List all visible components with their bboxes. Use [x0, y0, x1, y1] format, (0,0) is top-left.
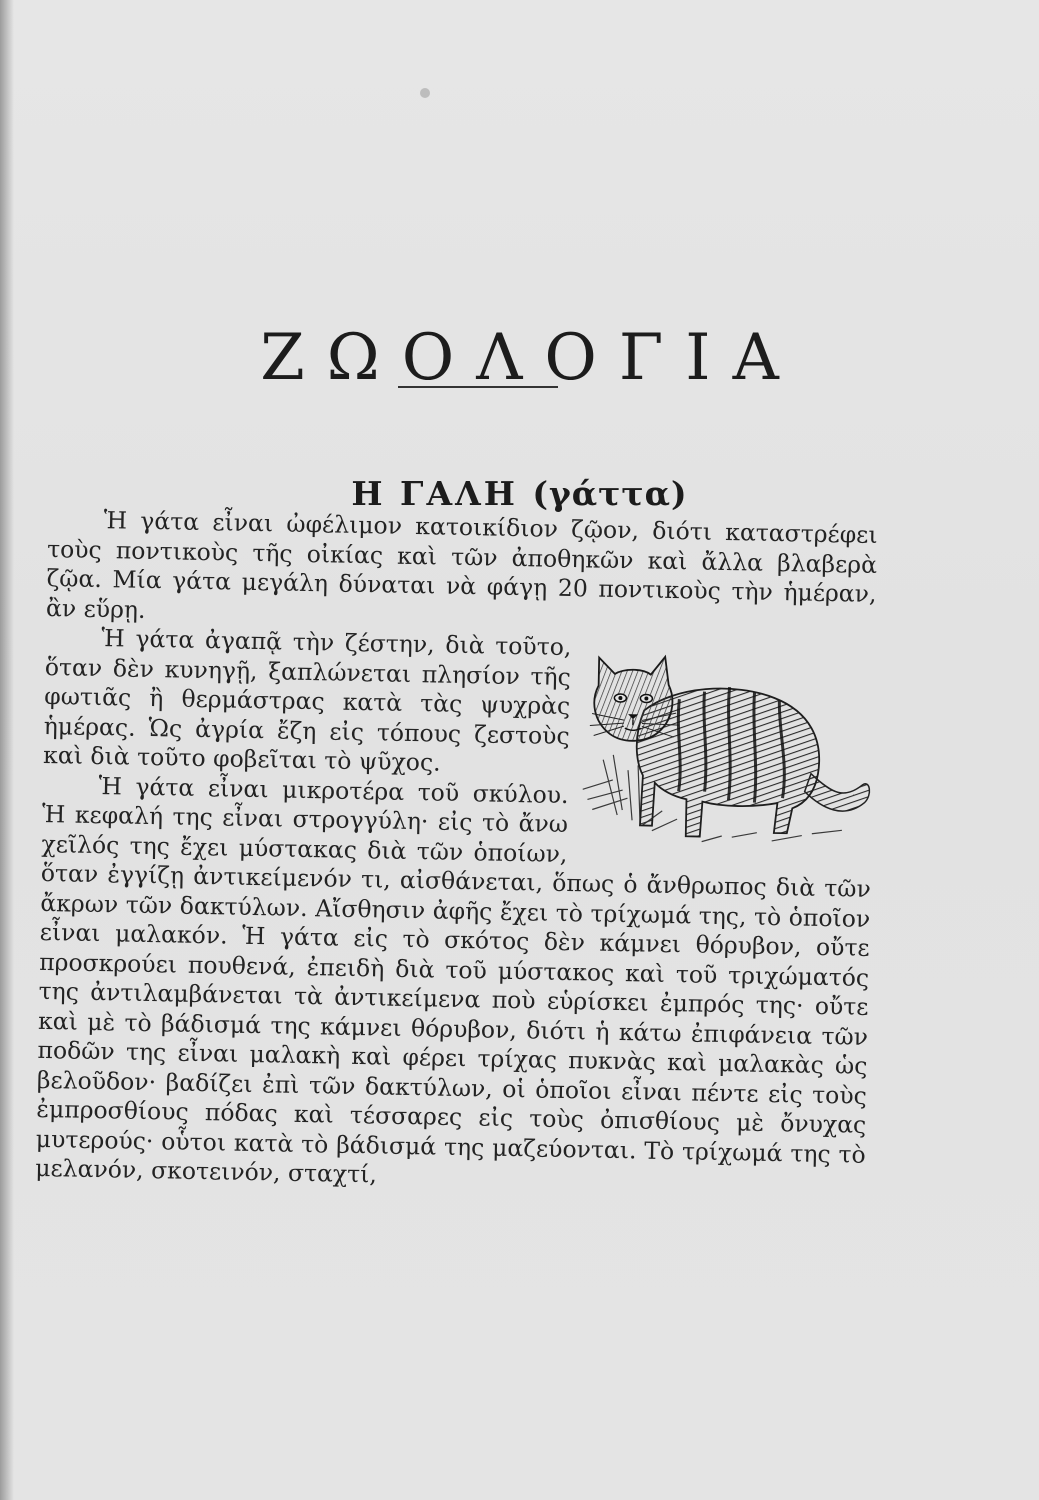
cat-illustration — [581, 639, 875, 855]
title-divider — [398, 386, 558, 388]
paragraph-1: Ἡ γάτα εἶναι ὠφέλιμον κατοικίδιον ζῷον, διότι καταστρέφει τοὺς ποντικοὺς τῆς οἰκίας καὶ τῶν ἀποθηκῶν καὶ ἄλλα βλαβερὰ ζῷα. Μία γάτα μεγάλη δύναται νὰ φάγῃ 20 ποντικοὺς τὴν ἡμέραν, ἂν εὕρῃ. — [45, 506, 878, 624]
paper-speck — [420, 88, 430, 98]
binding-shadow — [0, 0, 14, 1500]
section-subtitle: (γάττα) — [532, 474, 688, 514]
wildcat-engraving-icon — [581, 639, 875, 855]
paragraph-2: Ἡ γάτα ἀγαπᾷ τὴν ζέστην, διὰ τοῦτο, ὅταν δὲν κυνηγῇ, ξαπλώνεται πλησίον τῆς φωτιᾶς ἢ θερμάστρας κατὰ τὰς ψυχρὰς ἡμέρας. Ὡς ἀγρία ἔζη εἰς τόπους ζεστοὺς καὶ διὰ τοῦτο φοβεῖται τὸ ψῦχος. — [42, 624, 572, 777]
chapter-title: ΖΩΟΛΟΓΙΑ — [260, 320, 801, 395]
section-title: Η ΓΑΛΗ — [351, 474, 518, 514]
paragraph-3: Ἡ γάτα εἶναι μικροτέρα τοῦ σκύλου. Ἡ κεφαλή της εἶναι στρογγύλη· εἰς τὸ ἄνω χεῖλός της ἔχει μύστακας διὰ τῶν ὁποίων, ὅταν ἐγγίζῃ ἀντικείμενόν τι, αἰσθάνεται, ὅπως ὁ ἄνθρωπος διὰ τῶν ἄκρων τῶν δακτύλων. Αἴσθησιν ἀφῆς ἔχει τὸ τρίχωμά της, τὸ ὁποῖον εἶναι μαλακόν. Ἡ γάτα εἰς τὸ σκότος δὲν κάμνει θόρυβον, οὔτε προσκρούει πουθενά, ἐπειδὴ διὰ τοῦ μύστακος καὶ τοῦ τριχώματός της ἀντιλαμβάνεται τὰ ἀντικείμενα ποὺ εὑρίσκει ἐμπρός της· οὔτε καὶ μὲ τὸ βάδισμά της κάμνει θόρυβον, διότι ἡ κάτω ἐπιφάνεια τῶν ποδῶν της εἶναι μαλακὴ καὶ φέρει τρίχας πυκνὰς καὶ μαλακὰς ὡς βελοῦδον· βαδίζει ἐπὶ τῶν δακτύλων, οἱ ὁποῖοι εἶναι πέντε εἰς τοὺς ἐμπροσθίους πόδας καὶ τέσσαρες εἰς τοὺς ὀπισθίους μὲ ὄνυχας μυτερούς· οὗτοι κατὰ τὸ βάδισμά της μαζεύονται. Τὸ τρίχωμά της τὸ μελανόν, σκοτεινόν, σταχτί, — [35, 771, 872, 1189]
body-text — [35, 505, 878, 1199]
